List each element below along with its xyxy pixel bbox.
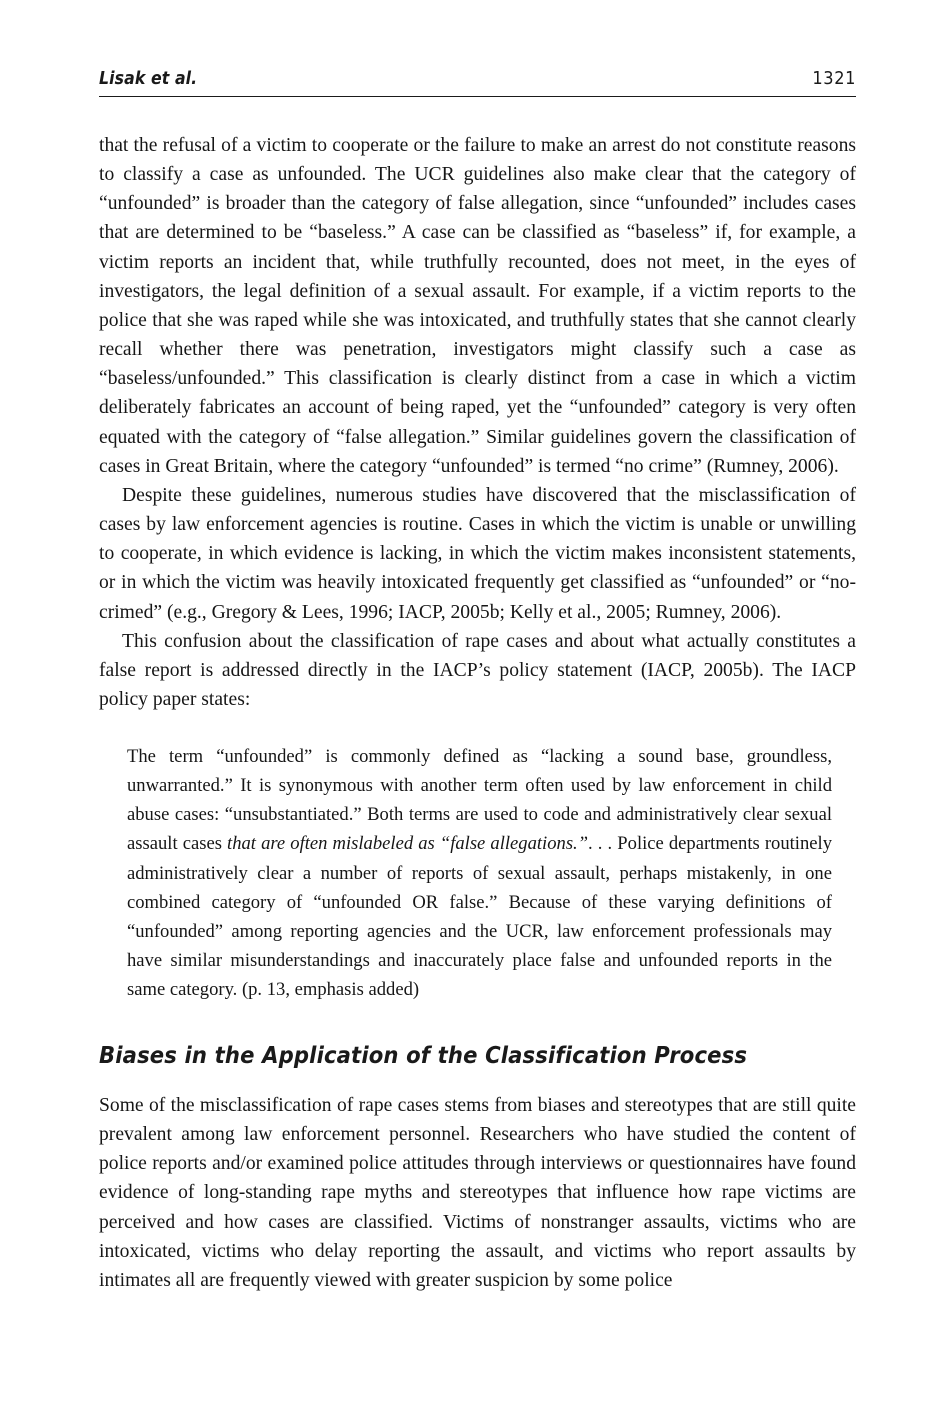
- spacer-below-heading: [99, 1070, 856, 1091]
- section-heading-biases: Biases in the Application of the Classification Process: [99, 1040, 748, 1069]
- paragraph-continuation: that the refusal of a victim to cooperate or the failure to make an arrest do not constitute reasons to classify a case as unfounded. The UCR guidelines also make clear that the category of “unfounded” is broader than the category of false allegation, since “unfounded” includes cases that are determined to be “baseless.” A case can be classified as “baseless” if, for example, a victim reports an incident that, while truthfully recounted, does not meet, in the eyes of investigators, the legal definition of a sexual assault. For example, if a victim reports to the police that she was raped while she was intoxicated, and truthfully states that she cannot clearly recall whether there was penetration, investigators might classify such a case as “baseless/unfounded.” This classification is clearly distinct from a case in which a victim deliberately fabricates an account of being raped, yet the “unfounded” category is very often equated with the category of “false allegation.” Similar guidelines govern the classification of cases in Great Britain, where the category “unfounded” is termed “no crime” (Rumney, 2006).: [99, 135, 856, 477]
- running-head-author: Lisak et al.: [99, 69, 198, 89]
- blockquote-emphasized-phrase: that are often mislabeled as “false allegations.”: [227, 833, 589, 855]
- spacer-above-heading: [99, 1004, 856, 1040]
- running-head: [99, 68, 856, 97]
- running-head-page-number: 1321: [812, 68, 856, 89]
- paragraph-biases-stereotypes: Some of the misclassification of rape cases stems from biases and stereotypes that are still quite prevalent among law enforcement personnel. Researchers who have studied the content of police reports and/or examined police attitudes through interviews or questionnaires have found evidence of long-standing rape myths and stereotypes that influence how rape victims are perceived and how cases are classified. Victims of nonstranger assaults, victims who are intoxicated, victims who delay reporting the assault, and victims who report assaults by intimates all are frequently viewed with greater suspicion by some police: [99, 1094, 856, 1291]
- body-text-column: [99, 131, 856, 1295]
- iacp-policy-blockquote: [127, 742, 832, 1004]
- paragraph-despite-guidelines: Despite these guidelines, numerous studies have discovered that the misclassification of cases by law enforcement agencies is routine. Cases in which the victim is unable or unwilling to cooperate, in which evidence is lacking, in which the victim makes inconsistent statements, or in which the victim was heavily intoxicated frequently get classified as “unfounded” or “no-crimed” (e.g., Gregory & Lees, 1996; IACP, 2005b; Kelly et al., 2005; Rumney, 2006).: [99, 484, 856, 623]
- spacer-above-blockquote: [99, 714, 856, 742]
- paragraph-confusion-classification: This confusion about the classification of rape cases and about what actually constitutes a false report is addressed directly in the IACP’s policy statement (IACP, 2005b). The IACP policy paper states:: [99, 630, 856, 710]
- blockquote-segment-two: . . . Police departments routinely administratively clear a number of reports of sexual assault, perhaps mistakenly, in one combined category of “unfounded OR false.” Because of these varying definitions of “unfounded” among reporting agencies and the UCR, law enforcement professionals may have similar misunderstandings and inaccurately place false and unfounded reports in the same category. (p. 13, emphasis added): [127, 833, 832, 1000]
- blockquote-segment-one: The term “unfounded” is commonly defined as “lacking a sound base, groundless, unwarranted.” It is synonymous with another term often used by law enforcement in child abuse cases: “unsubstantiated.” Both terms are used to code and administratively clear sexual assault cases: [127, 746, 832, 855]
